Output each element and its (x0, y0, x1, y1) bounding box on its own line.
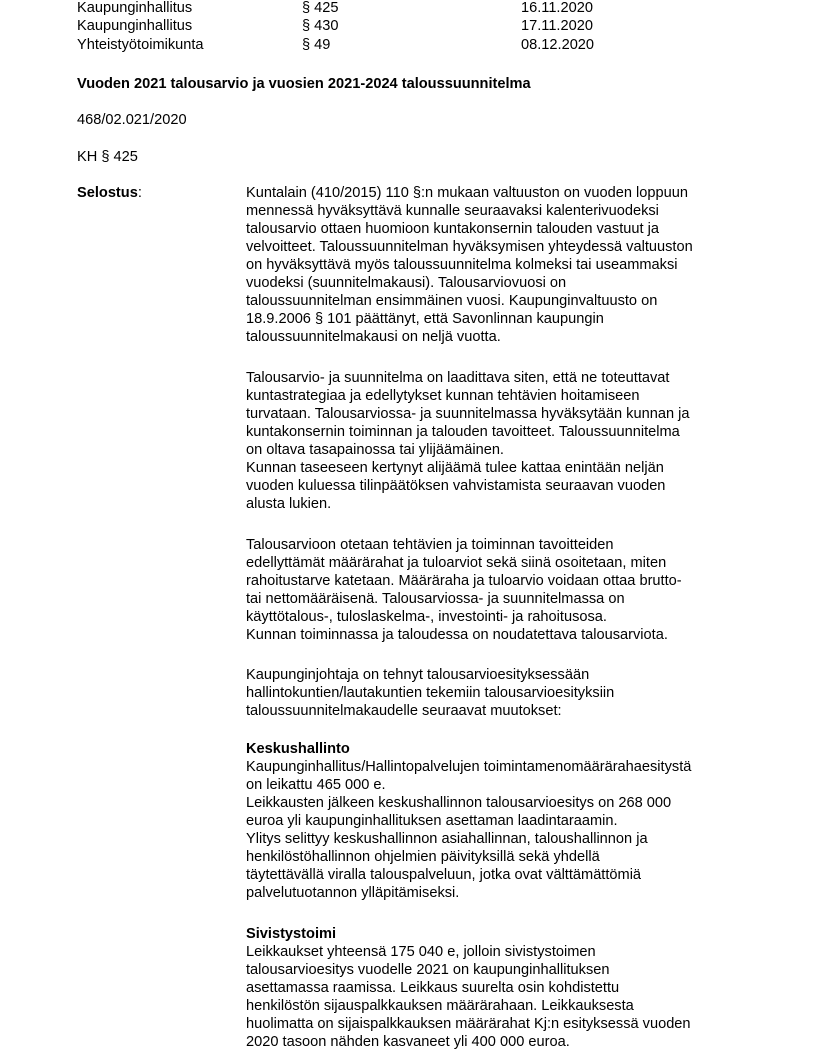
section-line: on leikattu 465 000 e. (246, 777, 386, 793)
section-line: henkilöstöhallinnon ohjelmien päivityksillä sekä yhdellä (246, 849, 600, 865)
section-sivistystoimi (246, 925, 746, 1051)
paragraph-4 (246, 666, 746, 720)
selostus-label (77, 184, 142, 202)
paragraph-line: tai nettomääräisenä. Talousarviossa- ja suunnitelmassa on (246, 591, 625, 607)
section-line: asettamassa raamissa. Leikkaus suurelta osin kohdistettu (246, 980, 620, 996)
history-date: 17.11.2020 (521, 18, 593, 34)
section-heading: Sivistystoimi (246, 926, 337, 942)
record-number: 468/02.021/2020 (77, 112, 187, 128)
document-title: Vuoden 2021 talousarvio ja vuosien 2021-2024 taloussuunnitelma (77, 76, 531, 92)
paragraph-line: 18.9.2006 § 101 päättänyt, että Savonlinnan kaupungin (246, 311, 604, 327)
history-date: 08.12.2020 (521, 37, 595, 53)
kh-reference: KH § 425 (77, 149, 138, 165)
section-line: huolimatta on sijaispalkkauksen määrärahat Kj:n esityksessä vuoden (246, 1016, 691, 1032)
paragraph-line: Talousarvio- ja suunnitelma on laadittava siten, että ne toteuttavat (246, 370, 670, 386)
paragraph-line: taloussuunnitelmakaudelle seuraavat muutokset: (246, 703, 562, 719)
section-line: Kaupunginhallitus/Hallintopalvelujen toimintamenomäärärahaesitystä (246, 759, 692, 775)
paragraph-line: kuntakonsernin toiminnan ja talouden tavoitteet. Taloussuunnitelma (246, 424, 680, 440)
paragraph-line: mennessä hyväksyttävä kunnalle seuraavaksi kalenterivuodeksi (246, 203, 659, 219)
selostus-colon: : (137, 185, 142, 201)
paragraph-line: hallintokuntien/lautakuntien tekemiin talousarvioesityksiin (246, 685, 615, 701)
history-section: § 430 (302, 18, 339, 34)
section-line: 2020 tasoon nähden kasvaneet yli 400 000 euroa. (246, 1034, 570, 1050)
section-line: euroa yli kaupunginhallituksen asettaman laadintaraamin. (246, 813, 618, 829)
paragraph-2 (246, 369, 746, 513)
section-keskushallinto (246, 740, 746, 902)
paragraph-line: Kunnan toiminnassa ja taloudessa on noudatettava talousarviota. (246, 627, 668, 643)
paragraph-line: vuoden kuluessa tilinpäätöksen vahvistamista seuraavan vuoden (246, 478, 666, 494)
history-section: § 425 (302, 0, 339, 16)
section-heading: Keskushallinto (246, 741, 350, 757)
section-line: talousarvioesitys vuodelle 2021 on kaupunginhallituksen (246, 962, 610, 978)
section-line: täytettävällä viralla talouspalveluun, jotka ovat välttämättömiä (246, 867, 642, 883)
history-body: Yhteistyötoimikunta (77, 37, 204, 53)
history-body: Kaupunginhallitus (77, 18, 193, 34)
paragraph-line: vuodeksi (suunnitelmakausi). Talousarviovuosi on (246, 275, 567, 291)
history-date: 16.11.2020 (521, 0, 593, 16)
paragraph-line: on oltava tasapainossa tai ylijäämäinen. (246, 442, 504, 458)
paragraph-3 (246, 536, 746, 644)
paragraph-line: talousarvio ottaen huomioon kuntakonsernin talouden vastuut ja (246, 221, 659, 237)
section-line: palvelutuotannon ylläpitämiseksi. (246, 885, 460, 901)
paragraph-line: turvataan. Talousarviossa- ja suunnitelmassa hyväksytään kunnan ja (246, 406, 690, 422)
history-body: Kaupunginhallitus (77, 0, 193, 16)
paragraph-line: edellyttämät määrärahat ja tuloarviot sekä siinä osoitetaan, miten (246, 555, 667, 571)
section-line: Leikkausten jälkeen keskushallinnon talousarvioesitys on 268 000 (246, 795, 672, 811)
paragraph-line: taloussuunnitelman ensimmäinen vuosi. Kaupunginvaltuusto on (246, 293, 658, 309)
paragraph-line: rahoitustarve katetaan. Määräraha ja tuloarvio voidaan ottaa brutto- (246, 573, 682, 589)
history-section: § 49 (302, 37, 331, 53)
paragraph-line: kuntastrategiaa ja edellytykset kunnan tehtävien hoitamiseen (246, 388, 640, 404)
paragraph-line: alusta lukien. (246, 496, 332, 512)
paragraph-line: käyttötalous-, tuloslaskelma-, investointi- ja rahoitusosa. (246, 609, 607, 625)
paragraph-line: velvoitteet. Taloussuunnitelman hyväksymisen yhteydessä valtuuston (246, 239, 693, 255)
selostus-label-text: Selostus (77, 185, 138, 201)
paragraph-line: Kunnan taseeseen kertynyt alijäämä tulee kattaa enintään neljän (246, 460, 664, 476)
section-line: Leikkaukset yhteensä 175 040 e, jolloin sivistystoimen (246, 944, 596, 960)
paragraph-1 (246, 184, 746, 346)
section-line: Ylitys selittyy keskushallinnon asiahallinnan, taloushallinnon ja (246, 831, 648, 847)
paragraph-line: on hyväksyttävä myös taloussuunnitelma kolmeksi tai useammaksi (246, 257, 678, 273)
section-line: henkilöstön sijauspalkkauksen määrärahaan. Leikkauksesta (246, 998, 634, 1014)
paragraph-line: Kaupunginjohtaja on tehnyt talousarvioesityksessään (246, 667, 590, 683)
paragraph-line: taloussuunnitelmakausi on neljä vuotta. (246, 329, 501, 345)
paragraph-line: Talousarvioon otetaan tehtävien ja toiminnan tavoitteiden (246, 537, 614, 553)
paragraph-line: Kuntalain (410/2015) 110 §:n mukaan valtuuston on vuoden loppuun (246, 185, 688, 201)
